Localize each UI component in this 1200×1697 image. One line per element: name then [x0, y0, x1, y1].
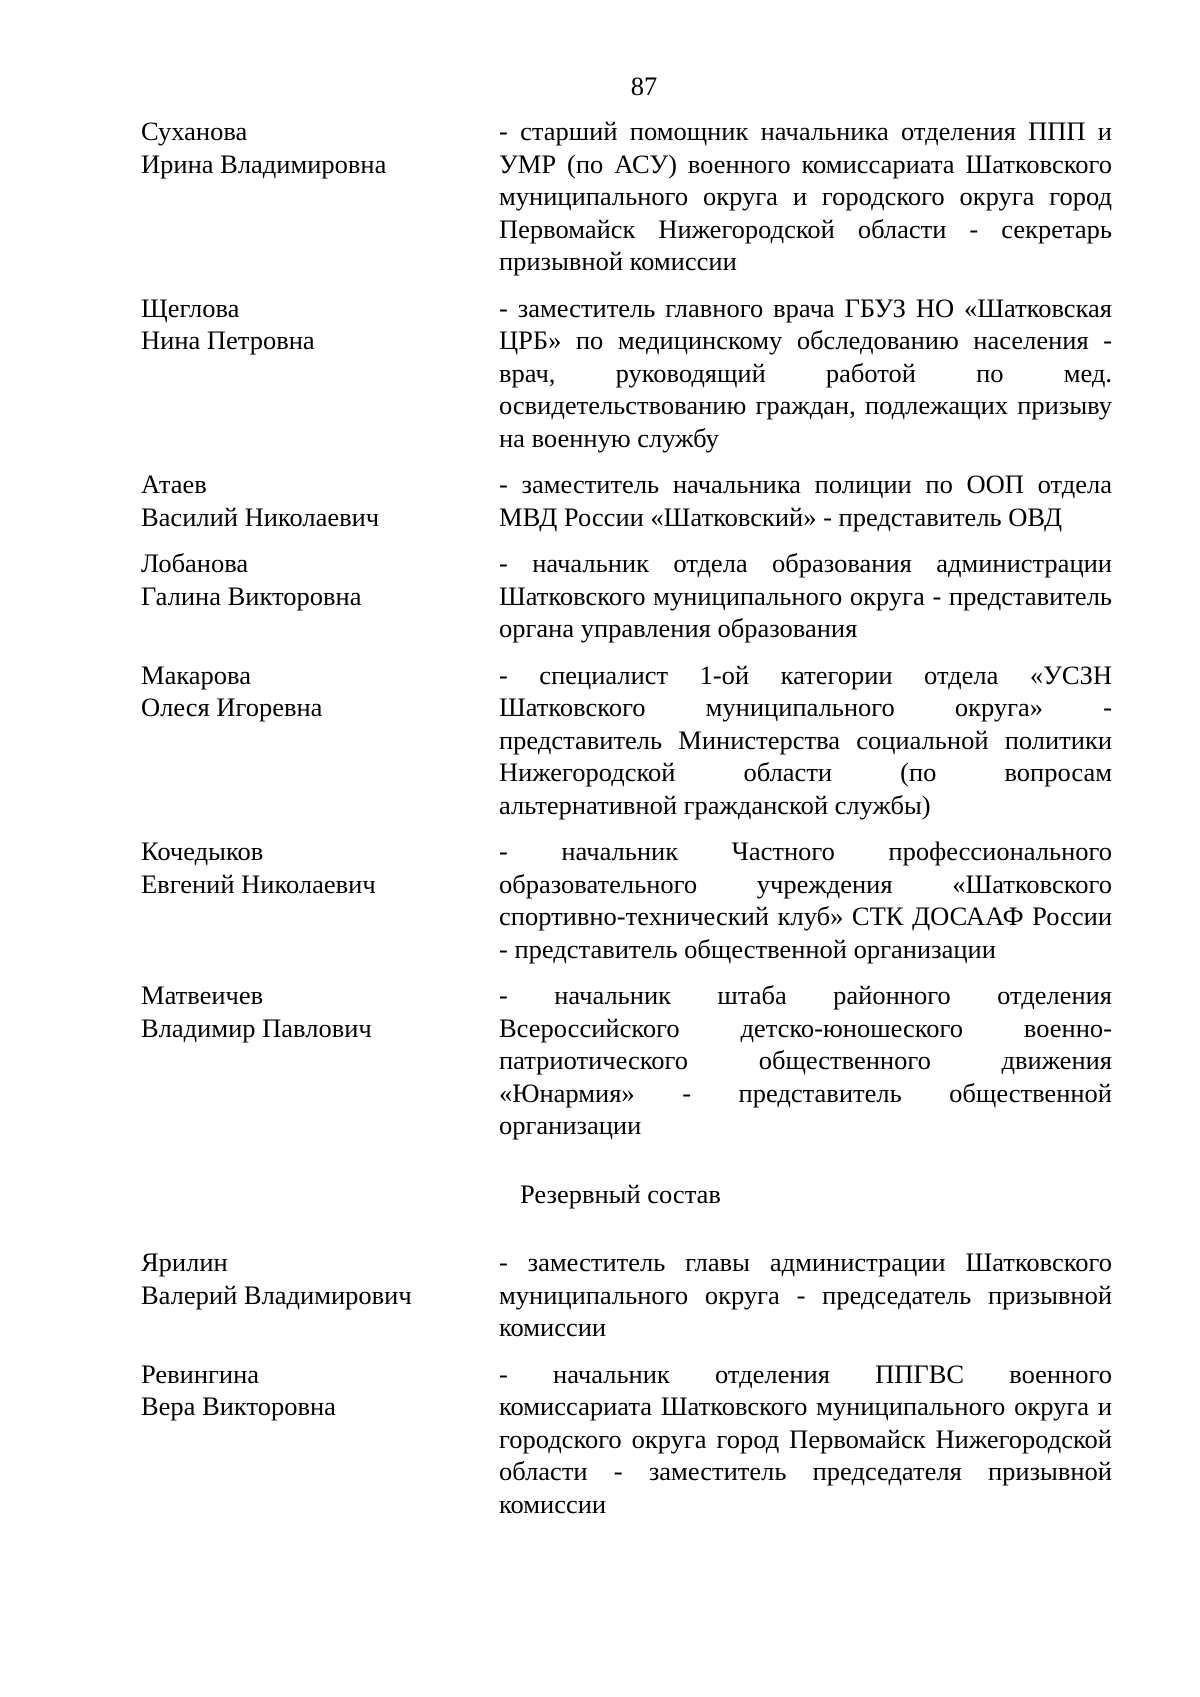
member-given-names: Вера Викторовна [141, 1391, 336, 1421]
member-surname: Атаев [141, 469, 207, 499]
member-given-names: Ирина Владимировна [141, 148, 387, 179]
member-name [141, 547, 499, 645]
member-name [141, 468, 499, 533]
member-name [141, 979, 499, 1142]
member-given-names: Василий Николаевич [141, 501, 380, 532]
member-surname: Кочедыков [141, 836, 264, 866]
page-number: 87 [630, 71, 658, 101]
member-given-names: Олеся Игоревна [141, 692, 323, 722]
member-role: - заместитель начальника полиции по ООП отдела МВД России «Шатковский» - представитель ОВД [499, 469, 1112, 532]
member-entry [141, 547, 1112, 645]
member-entry [141, 979, 1112, 1142]
member-entry [141, 292, 1112, 455]
member-surname: Лобанова [141, 548, 249, 578]
member-name [141, 659, 499, 822]
member-name [141, 1246, 499, 1344]
member-given-names: Евгений Николаевич [141, 868, 376, 899]
member-entry [141, 835, 1112, 965]
member-role: - заместитель главного врача ГБУЗ НО «Шатковская ЦРБ» по медицинскому обследованию населения - врач, руководящий работой по мед. освидетельствованию граждан, подлежащих призыву на военную службу [499, 292, 1112, 453]
member-entry [141, 115, 1112, 278]
member-name [141, 835, 499, 965]
member-surname: Ярилин [141, 1247, 228, 1277]
reserve-member-entry [141, 1246, 1112, 1344]
member-name [141, 1358, 499, 1521]
document-body [141, 115, 1112, 1534]
member-given-names: Валерий Владимирович [141, 1279, 412, 1310]
member-name [141, 115, 499, 278]
member-surname: Матвеичев [141, 980, 264, 1010]
member-name [141, 292, 499, 455]
member-role: - начальник отделения ППГВС военного комиссариата Шатковского муниципального округа и городского округа город Первомайск Нижегородской области - заместитель председателя призывной комиссии [499, 1358, 1112, 1519]
member-surname: Суханова [141, 116, 248, 146]
member-surname: Ревингина [141, 1358, 260, 1389]
reserve-section-heading: Резервный состав [520, 1178, 721, 1209]
member-surname: Щеглова [141, 292, 240, 323]
reserve-member-entry [141, 1358, 1112, 1521]
member-role: - заместитель главы администрации Шатковского муниципального округа - председатель призывной комиссии [499, 1247, 1112, 1342]
member-role: - начальник Частного профессионального образовательного учреждения «Шатковского спортивно-технический клуб» СТК ДОСААФ России - представитель общественной организации [499, 836, 1112, 964]
member-given-names: Владимир Павлович [141, 1012, 372, 1043]
member-surname: Макарова [141, 659, 251, 690]
member-given-names: Нина Петровна [141, 325, 315, 355]
member-role: - начальник отдела образования администрации Шатковского муниципального округа - представитель органа управления образования [499, 548, 1112, 643]
member-role: - начальник штаба районного отделения Всероссийского детско-юношеского военно-патриотического общественного движения «Юнармия» - представитель общественной организации [499, 980, 1112, 1140]
member-entry [141, 468, 1112, 533]
member-given-names: Галина Викторовна [141, 580, 362, 611]
member-role: - старший помощник начальника отделения ППП и УМР (по АСУ) военного комиссариата Шатковского муниципального округа и городского округа город Первомайск Нижегородской области - секретарь призывной комиссии [499, 116, 1112, 276]
member-entry [141, 659, 1112, 822]
member-role: - специалист 1-ой категории отдела «УСЗН Шатковского муниципального округа» - представитель Министерства социальной политики Нижегородской области (по вопросам альтернативной гражданской службы) [499, 659, 1112, 820]
